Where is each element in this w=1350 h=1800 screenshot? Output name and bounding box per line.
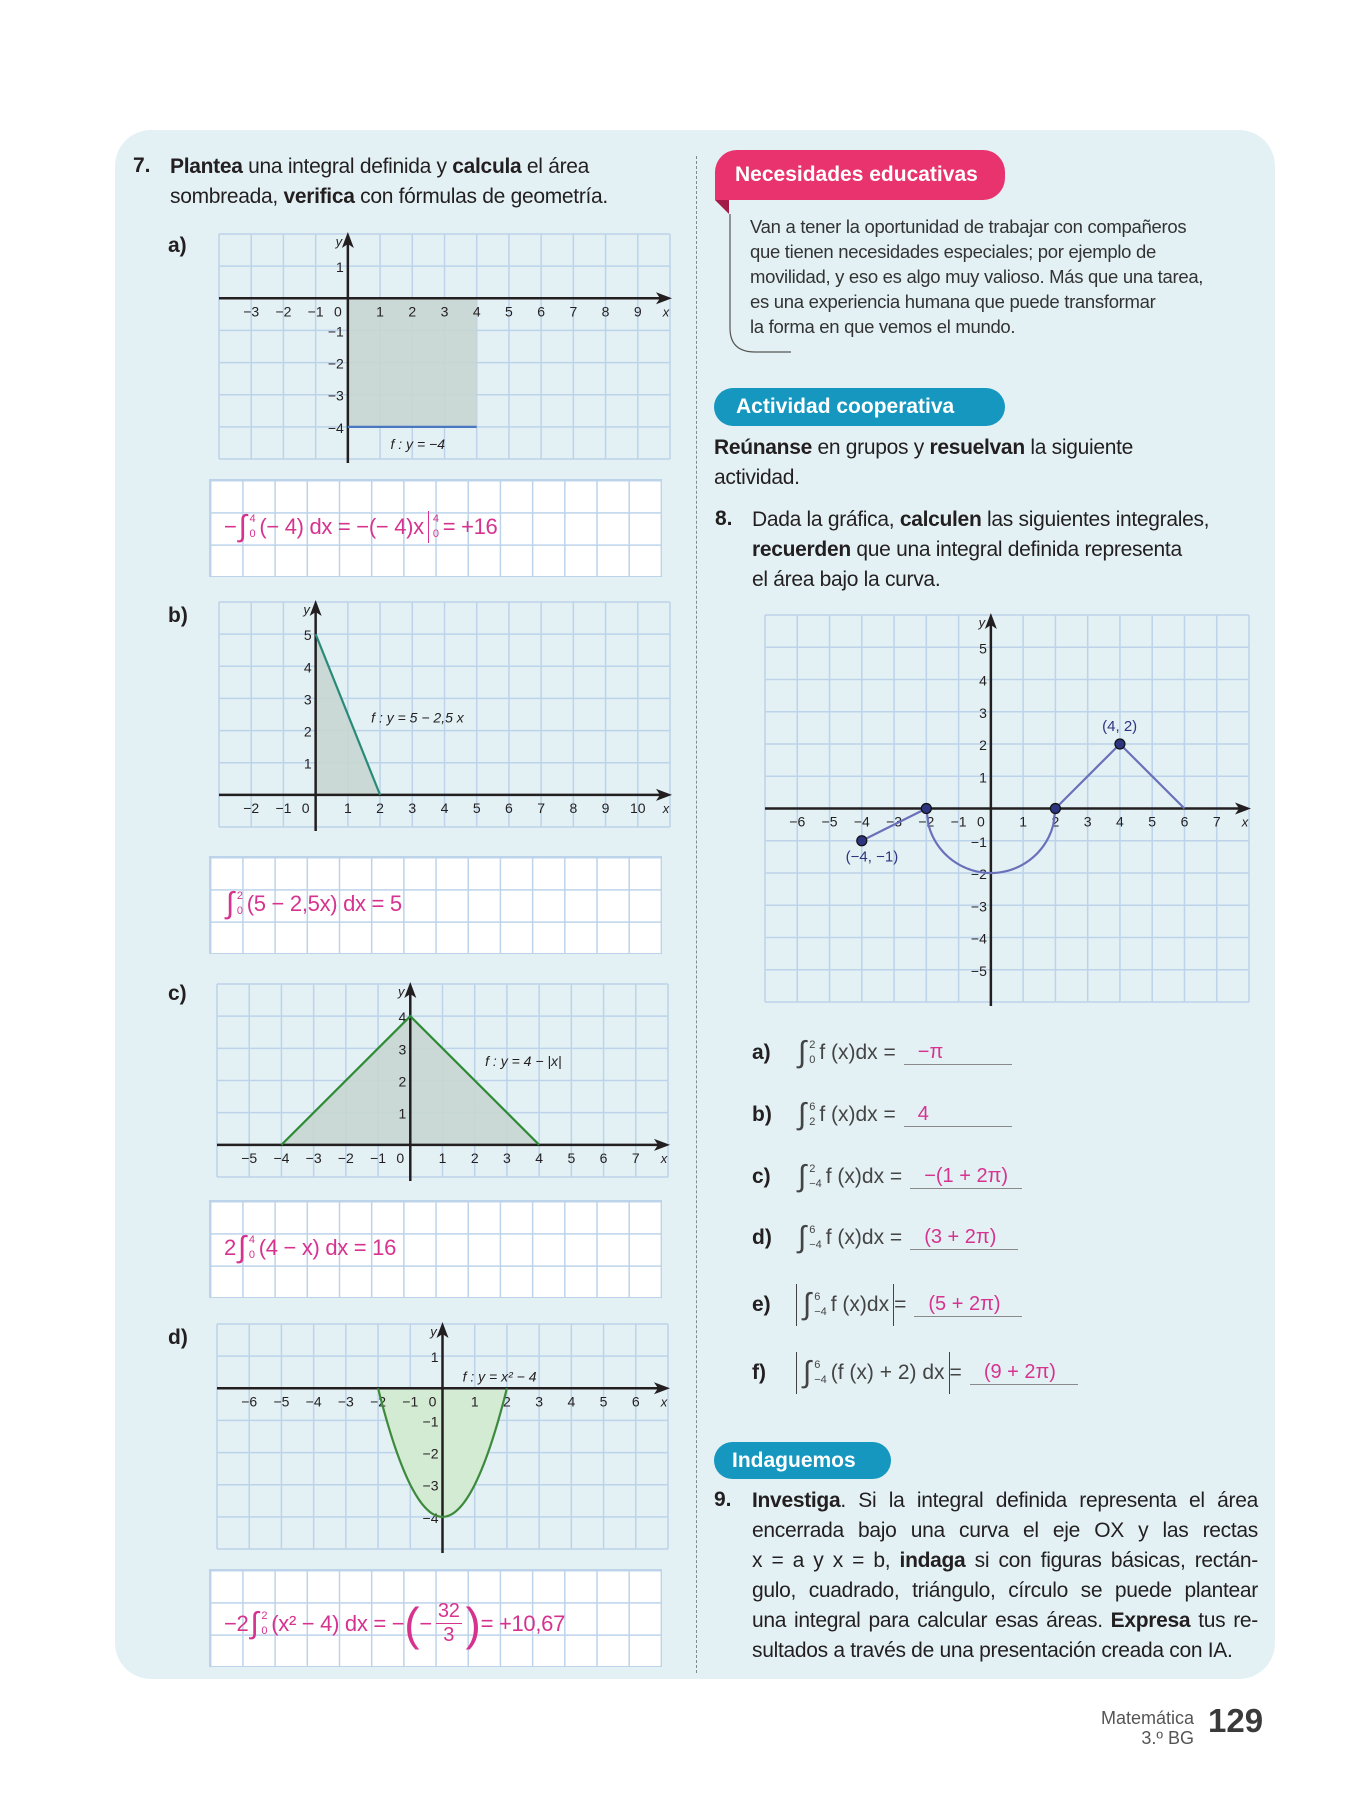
equals-sign: = bbox=[949, 1361, 962, 1384]
point-label: (4, 2) bbox=[1102, 718, 1138, 736]
answer-field: −(1 + 2π) bbox=[910, 1165, 1022, 1189]
integral-limits bbox=[814, 1290, 827, 1320]
y-tick-label: 5 bbox=[303, 627, 312, 644]
x-tick-label: 3 bbox=[503, 1149, 511, 1166]
x-tick-label: −4 bbox=[305, 1393, 322, 1410]
x-tick-label: −5 bbox=[241, 1149, 258, 1166]
integrand: f (x)dx = bbox=[825, 1226, 903, 1249]
question-7-number: 7. bbox=[133, 154, 151, 177]
q8-answer-row bbox=[752, 1352, 1078, 1394]
y-tick-label: 5 bbox=[979, 640, 987, 657]
graph-q8 bbox=[765, 615, 1249, 1002]
upper-limit: 4 bbox=[432, 513, 439, 525]
formula-body: (− 4) dx = −(− 4)x bbox=[259, 514, 424, 539]
question-9-number: 9. bbox=[714, 1488, 732, 1511]
text: si con figuras básicas, rectán- bbox=[965, 1549, 1258, 1572]
x-tick-label: −4 bbox=[273, 1149, 290, 1166]
paren: ) bbox=[465, 1597, 481, 1650]
answer-box-d bbox=[209, 1569, 662, 1667]
text: Dada la gráfica, bbox=[752, 508, 900, 531]
upper-limit: 2 bbox=[809, 1039, 816, 1051]
q8-answer-label: c) bbox=[752, 1165, 771, 1188]
bold-text: Investiga bbox=[752, 1489, 841, 1512]
x-tick-label: 9 bbox=[633, 303, 642, 320]
lower-limit: 2 bbox=[809, 1116, 816, 1128]
q9-line bbox=[752, 1546, 1258, 1576]
q8-answer-row bbox=[752, 1098, 1012, 1132]
bold-text: resuelvan bbox=[929, 436, 1025, 459]
q9-line bbox=[752, 1576, 1258, 1606]
q7-line1 bbox=[170, 152, 608, 182]
lower-limit: −4 bbox=[809, 1239, 822, 1251]
part-d-label: d) bbox=[168, 1326, 188, 1349]
part-a-label: a) bbox=[168, 234, 187, 257]
text: una integral para calcular esas áreas. bbox=[752, 1609, 1111, 1632]
x-tick-label: −3 bbox=[305, 1149, 322, 1166]
upper-limit: 2 bbox=[236, 890, 243, 902]
graph-d bbox=[217, 1324, 668, 1549]
formula-body: (x² − 4) dx = − bbox=[271, 1610, 405, 1636]
absolute-value-expression bbox=[796, 1352, 950, 1394]
x-tick-label: 3 bbox=[535, 1393, 544, 1410]
x-axis-label: x bbox=[662, 304, 670, 320]
formula-a bbox=[224, 510, 498, 544]
integral-symbol: ∫ bbox=[250, 1606, 259, 1640]
x-axis-label: x bbox=[660, 1150, 668, 1166]
integral-sign bbox=[250, 1607, 267, 1641]
integral-sign bbox=[803, 1288, 827, 1322]
lower-limit: −4 bbox=[814, 1374, 827, 1386]
text: con fórmulas de geometría. bbox=[354, 185, 608, 208]
integral-symbol: ∫ bbox=[798, 1160, 807, 1193]
x-tick-label: −2 bbox=[243, 799, 260, 816]
answer-field: −π bbox=[904, 1041, 1012, 1065]
lower-limit: 0 bbox=[261, 1624, 268, 1637]
fraction-sign: − bbox=[419, 1610, 432, 1636]
paren: ( bbox=[404, 1597, 420, 1650]
x-tick-label: 3 bbox=[1083, 813, 1092, 830]
integral-sign bbox=[798, 1160, 822, 1194]
integral-sign bbox=[798, 1221, 822, 1255]
integral-symbol: ∫ bbox=[798, 1098, 807, 1131]
y-tick-label: −2 bbox=[970, 866, 987, 882]
answer-box-a bbox=[209, 479, 662, 577]
x-tick-label: 3 bbox=[408, 799, 417, 816]
q8-line3: el área bajo la curva. bbox=[752, 568, 941, 591]
text: la siguiente bbox=[1024, 436, 1134, 459]
data-point bbox=[921, 804, 931, 814]
x-tick-label: −1 bbox=[275, 799, 292, 816]
x-tick-label: 1 bbox=[376, 303, 384, 320]
x-tick-label: −3 bbox=[886, 813, 903, 830]
formula-result: = +16 bbox=[442, 514, 498, 539]
formula-prefix: −2 bbox=[224, 1610, 249, 1636]
text: . Si la integral definida representa el área bbox=[840, 1489, 1258, 1512]
q8-answer-label: f) bbox=[752, 1361, 766, 1384]
integral-symbol: ∫ bbox=[803, 1288, 812, 1321]
fraction bbox=[436, 1600, 462, 1647]
inquiry-tab bbox=[714, 1442, 891, 1479]
q9-line bbox=[752, 1606, 1258, 1636]
text: una integral definida y bbox=[242, 155, 453, 178]
x-tick-label: 4 bbox=[440, 799, 449, 816]
x-axis-label: x bbox=[660, 1394, 668, 1410]
integral-symbol: ∫ bbox=[798, 1221, 807, 1254]
x-tick-label: 7 bbox=[631, 1149, 640, 1166]
x-tick-label: 7 bbox=[537, 799, 546, 816]
y-tick-label: 4 bbox=[979, 672, 987, 689]
q8-answer-row bbox=[752, 1221, 1018, 1255]
bold-text: recuerden bbox=[752, 538, 851, 561]
formula-result: = +10,67 bbox=[480, 1610, 566, 1636]
integral-limits bbox=[249, 512, 255, 542]
x-tick-label: 6 bbox=[537, 303, 546, 320]
x-tick-label: 2 bbox=[376, 799, 384, 816]
q8-answer-row bbox=[752, 1284, 1022, 1326]
q8-answer-label: e) bbox=[752, 1293, 771, 1316]
text: sombreada, bbox=[170, 185, 284, 208]
y-tick-label: 3 bbox=[303, 691, 312, 708]
x-tick-label: 8 bbox=[601, 303, 610, 320]
x-tick-label: 0 bbox=[333, 303, 342, 320]
x-tick-label: −1 bbox=[307, 303, 324, 320]
upper-limit: 6 bbox=[809, 1224, 816, 1236]
y-tick-label: −3 bbox=[422, 1477, 439, 1494]
cooperative-activity-tab bbox=[714, 388, 1005, 426]
note-line: Van a tener la oportunidad de trabajar con compañeros bbox=[750, 216, 1187, 237]
x-tick-label: 0 bbox=[976, 813, 985, 830]
upper-limit: 4 bbox=[249, 513, 256, 525]
q9-line bbox=[752, 1516, 1258, 1546]
upper-limit: 4 bbox=[248, 1234, 255, 1246]
integral-expression bbox=[796, 1160, 902, 1194]
y-tick-label: −5 bbox=[970, 962, 987, 979]
y-tick-label: 1 bbox=[430, 1349, 439, 1366]
answer-box-c bbox=[209, 1200, 662, 1298]
y-tick-label: −3 bbox=[327, 387, 344, 404]
note-line: movilidad, y eso es algo muy valioso. Más que una tarea, bbox=[750, 266, 1204, 287]
x-tick-label: 2 bbox=[1051, 813, 1060, 830]
integral-limits bbox=[809, 1100, 815, 1130]
integral-sign bbox=[238, 1231, 255, 1265]
q8-answer-label: a) bbox=[752, 1041, 771, 1064]
part-c-label: c) bbox=[168, 982, 187, 1005]
y-tick-label: −1 bbox=[327, 323, 344, 340]
x-tick-label: −1 bbox=[370, 1149, 387, 1166]
special-needs-text bbox=[750, 214, 1203, 339]
integrand: f (x)dx bbox=[830, 1293, 890, 1316]
lower-limit: 0 bbox=[432, 528, 439, 540]
text: las siguientes integrales, bbox=[981, 508, 1210, 531]
x-tick-label: −2 bbox=[337, 1149, 354, 1166]
y-tick-label: 1 bbox=[398, 1105, 407, 1122]
x-tick-label: 6 bbox=[599, 1149, 608, 1166]
coop-line2: actividad. bbox=[714, 466, 800, 489]
q8-answer-label: d) bbox=[752, 1226, 772, 1249]
function-label: f : y = x² − 4 bbox=[462, 1368, 537, 1385]
answer-field: 4 bbox=[904, 1103, 1012, 1127]
integral-symbol: ∫ bbox=[226, 887, 234, 920]
integral-sign bbox=[798, 1036, 815, 1070]
integral-limits bbox=[237, 889, 243, 919]
text: gulo, cuadrado, triángulo, círculo se puede plantear bbox=[752, 1579, 1258, 1602]
lower-limit: 0 bbox=[249, 528, 256, 540]
upper-limit: 2 bbox=[809, 1163, 816, 1175]
x-tick-label: 8 bbox=[569, 799, 578, 816]
integral-limits bbox=[809, 1162, 822, 1192]
bold-text: verifica bbox=[283, 185, 355, 208]
integral-expression bbox=[796, 1098, 896, 1132]
function-label: f : y = 4 − |x| bbox=[485, 1052, 562, 1069]
integral-sign bbox=[798, 1098, 815, 1132]
question-7-text bbox=[170, 152, 608, 212]
x-tick-label: 5 bbox=[567, 1149, 576, 1166]
text: en grupos y bbox=[811, 436, 930, 459]
integral-sign bbox=[239, 510, 256, 544]
bold-text: calculen bbox=[899, 508, 982, 531]
q9-line bbox=[752, 1486, 1258, 1516]
x-tick-label: −3 bbox=[337, 1393, 354, 1410]
data-point bbox=[1050, 804, 1060, 814]
numerator: 32 bbox=[437, 1600, 460, 1622]
x-tick-label: −1 bbox=[950, 813, 967, 830]
x-tick-label: 2 bbox=[470, 1149, 479, 1166]
footer-subject: Matemática bbox=[1100, 1708, 1194, 1728]
lower-limit: −4 bbox=[814, 1306, 827, 1318]
x-tick-label: 6 bbox=[631, 1393, 640, 1410]
y-tick-label: −2 bbox=[422, 1445, 439, 1462]
x-tick-label: 6 bbox=[505, 799, 513, 816]
integral-limits bbox=[249, 1233, 255, 1263]
x-tick-label: −5 bbox=[821, 813, 838, 830]
y-tick-label: −1 bbox=[422, 1413, 439, 1430]
question-8-text bbox=[752, 505, 1209, 595]
x-tick-label: 5 bbox=[505, 303, 513, 320]
function-label: f : y = −4 bbox=[390, 436, 445, 453]
note-line: la forma en que vemos el mundo. bbox=[750, 316, 1016, 337]
x-tick-label: 0 bbox=[301, 799, 310, 816]
x-tick-label: 4 bbox=[472, 303, 481, 320]
q8-answer-row bbox=[752, 1160, 1022, 1194]
q9-line bbox=[752, 1636, 1258, 1666]
y-tick-label: 1 bbox=[979, 769, 987, 786]
y-tick-label: 4 bbox=[303, 659, 312, 676]
y-tick-label: 2 bbox=[303, 723, 312, 740]
integrand: f (x)dx = bbox=[819, 1041, 896, 1064]
x-tick-label: −6 bbox=[789, 813, 806, 830]
y-tick-label: 2 bbox=[398, 1073, 407, 1090]
graph-c bbox=[217, 984, 668, 1177]
y-tick-label: 4 bbox=[398, 1009, 407, 1026]
bold-text: Plantea bbox=[170, 155, 243, 178]
question-9-text bbox=[752, 1486, 1258, 1666]
x-tick-label: −1 bbox=[402, 1393, 419, 1410]
integrand: f (x)dx = bbox=[825, 1165, 903, 1188]
x-tick-label: 3 bbox=[440, 303, 449, 320]
text: encerrada bajo una curva el eje OX y las rectas bbox=[752, 1519, 1258, 1542]
q7-line2 bbox=[170, 182, 608, 212]
formula-prefix: − bbox=[224, 514, 237, 539]
lower-limit: −4 bbox=[809, 1178, 822, 1190]
x-tick-label: 2 bbox=[503, 1393, 511, 1410]
y-axis-label: y bbox=[303, 602, 310, 617]
equals-sign: = bbox=[894, 1293, 907, 1316]
x-tick-label: 5 bbox=[1148, 813, 1157, 830]
q8-answer-row bbox=[752, 1036, 1012, 1070]
coop-line1 bbox=[714, 433, 1133, 463]
x-tick-label: 4 bbox=[567, 1393, 576, 1410]
x-tick-label: 6 bbox=[1180, 813, 1189, 830]
y-tick-label: 2 bbox=[979, 737, 987, 753]
integral-expression bbox=[796, 1221, 902, 1255]
page-number: 129 bbox=[1208, 1702, 1264, 1739]
integral-symbol: ∫ bbox=[238, 510, 247, 543]
y-axis-label: y bbox=[430, 1324, 437, 1339]
integral-sign bbox=[226, 887, 243, 921]
bold-text: Reúnanse bbox=[714, 436, 812, 459]
integral-limits bbox=[261, 1609, 267, 1639]
y-tick-label: −3 bbox=[970, 898, 987, 915]
x-tick-label: −2 bbox=[275, 303, 292, 320]
x-axis-label: x bbox=[662, 800, 670, 816]
text: que una integral definida representa bbox=[850, 538, 1182, 561]
data-point bbox=[857, 836, 867, 846]
evaluation-bar bbox=[428, 511, 439, 543]
upper-limit: 6 bbox=[814, 1291, 821, 1303]
text: sultados a través de una presentación creada con IA. bbox=[752, 1639, 1233, 1662]
note-line: que tienen necesidades especiales; por ejemplo de bbox=[750, 241, 1156, 262]
denominator: 3 bbox=[443, 1624, 455, 1646]
formula-b bbox=[224, 887, 402, 921]
y-tick-label: 1 bbox=[303, 755, 312, 772]
integral-limits bbox=[809, 1038, 815, 1068]
formula-d bbox=[224, 1597, 566, 1650]
integral-symbol: ∫ bbox=[803, 1356, 812, 1389]
x-tick-label: 7 bbox=[569, 303, 578, 320]
q8-answer-label: b) bbox=[752, 1103, 772, 1126]
inquiry-title: Indaguemos bbox=[732, 1448, 856, 1472]
bold-text: calcula bbox=[452, 155, 522, 178]
y-tick-label: 3 bbox=[398, 1041, 407, 1058]
bold-text: Expresa bbox=[1110, 1609, 1191, 1632]
cooperative-instructions bbox=[714, 433, 1133, 493]
integral-symbol: ∫ bbox=[237, 1231, 246, 1264]
x-tick-label: 4 bbox=[1116, 813, 1124, 830]
x-tick-label: 1 bbox=[438, 1149, 447, 1166]
x-tick-label: 10 bbox=[629, 799, 646, 816]
special-needs-tab bbox=[715, 150, 1005, 200]
q8-line1 bbox=[752, 505, 1209, 535]
answer-box-b bbox=[209, 856, 662, 954]
y-tick-label: −4 bbox=[422, 1509, 439, 1526]
formula-body: (4 − x) dx = 16 bbox=[258, 1235, 397, 1260]
x-tick-label: 7 bbox=[1212, 813, 1221, 830]
evaluation-limits bbox=[433, 512, 439, 542]
integral-sign bbox=[803, 1356, 827, 1390]
y-tick-label: −4 bbox=[327, 419, 344, 436]
text: el área bbox=[521, 155, 590, 178]
x-tick-label: −5 bbox=[273, 1393, 290, 1410]
text: tus re- bbox=[1190, 1609, 1258, 1632]
lower-limit: 0 bbox=[809, 1054, 816, 1066]
x-tick-label: 5 bbox=[599, 1393, 608, 1410]
y-tick-label: −2 bbox=[327, 355, 344, 372]
lower-limit: 0 bbox=[248, 1249, 255, 1261]
cooperative-activity-title: Actividad cooperativa bbox=[736, 395, 955, 418]
x-tick-label: −4 bbox=[853, 813, 870, 830]
formula-prefix: 2 bbox=[224, 1235, 236, 1260]
answer-field: (5 + 2π) bbox=[914, 1293, 1022, 1317]
answer-field: (3 + 2π) bbox=[910, 1226, 1018, 1250]
text: x = a y x = b, bbox=[752, 1549, 900, 1572]
upper-limit: 2 bbox=[261, 1609, 268, 1622]
integrand: f (x)dx = bbox=[819, 1103, 896, 1126]
function-label: f : y = 5 − 2,5 x bbox=[371, 709, 464, 726]
y-tick-label: 1 bbox=[336, 259, 344, 276]
question-8-number: 8. bbox=[715, 507, 733, 530]
column-divider bbox=[696, 156, 697, 1673]
answer-field: (9 + 2π) bbox=[970, 1361, 1078, 1385]
x-axis-label: x bbox=[1241, 814, 1249, 830]
y-axis-label: y bbox=[335, 234, 343, 249]
special-needs-title: Necesidades educativas bbox=[735, 163, 978, 186]
y-tick-label: −4 bbox=[970, 930, 987, 947]
y-axis-label: y bbox=[398, 984, 405, 999]
x-tick-label: 2 bbox=[408, 303, 417, 320]
integral-symbol: ∫ bbox=[798, 1036, 807, 1069]
integral-expression bbox=[796, 1036, 896, 1070]
integral-limits bbox=[814, 1358, 827, 1388]
x-tick-label: 0 bbox=[428, 1393, 437, 1410]
x-tick-label: 1 bbox=[1019, 813, 1028, 830]
x-tick-label: 1 bbox=[343, 799, 352, 816]
q8-line2 bbox=[752, 535, 1209, 565]
graph-a bbox=[219, 234, 670, 459]
x-tick-label: 9 bbox=[601, 799, 610, 816]
note-line: es una experiencia humana que puede transformar bbox=[750, 291, 1156, 312]
y-tick-label: 3 bbox=[979, 704, 987, 721]
upper-limit: 6 bbox=[809, 1101, 816, 1113]
x-tick-label: 5 bbox=[472, 799, 481, 816]
formula-body: (5 − 2,5x) dx = 5 bbox=[246, 891, 402, 916]
bold-text: indaga bbox=[899, 1549, 966, 1572]
upper-limit: 6 bbox=[814, 1359, 821, 1371]
integrand: (f (x) + 2) dx bbox=[830, 1361, 945, 1384]
x-tick-label: 4 bbox=[535, 1149, 544, 1166]
x-tick-label: −6 bbox=[241, 1393, 258, 1410]
y-axis-label: y bbox=[978, 615, 986, 630]
x-tick-label: −2 bbox=[370, 1393, 387, 1410]
integral-limits bbox=[809, 1223, 822, 1253]
y-tick-label: −1 bbox=[970, 833, 987, 850]
lower-limit: 0 bbox=[236, 905, 243, 917]
data-point bbox=[1115, 739, 1125, 749]
part-b-label: b) bbox=[168, 604, 188, 627]
footer-grade: 3.º BG bbox=[1141, 1728, 1194, 1748]
x-tick-label: −2 bbox=[918, 813, 935, 830]
absolute-value-expression bbox=[796, 1284, 894, 1326]
x-tick-label: 0 bbox=[396, 1149, 405, 1166]
x-tick-label: 1 bbox=[470, 1393, 479, 1410]
formula-c bbox=[224, 1231, 396, 1265]
graph-b bbox=[219, 602, 670, 827]
point-label: (−4, −1) bbox=[845, 848, 899, 866]
x-tick-label: −3 bbox=[243, 303, 260, 320]
